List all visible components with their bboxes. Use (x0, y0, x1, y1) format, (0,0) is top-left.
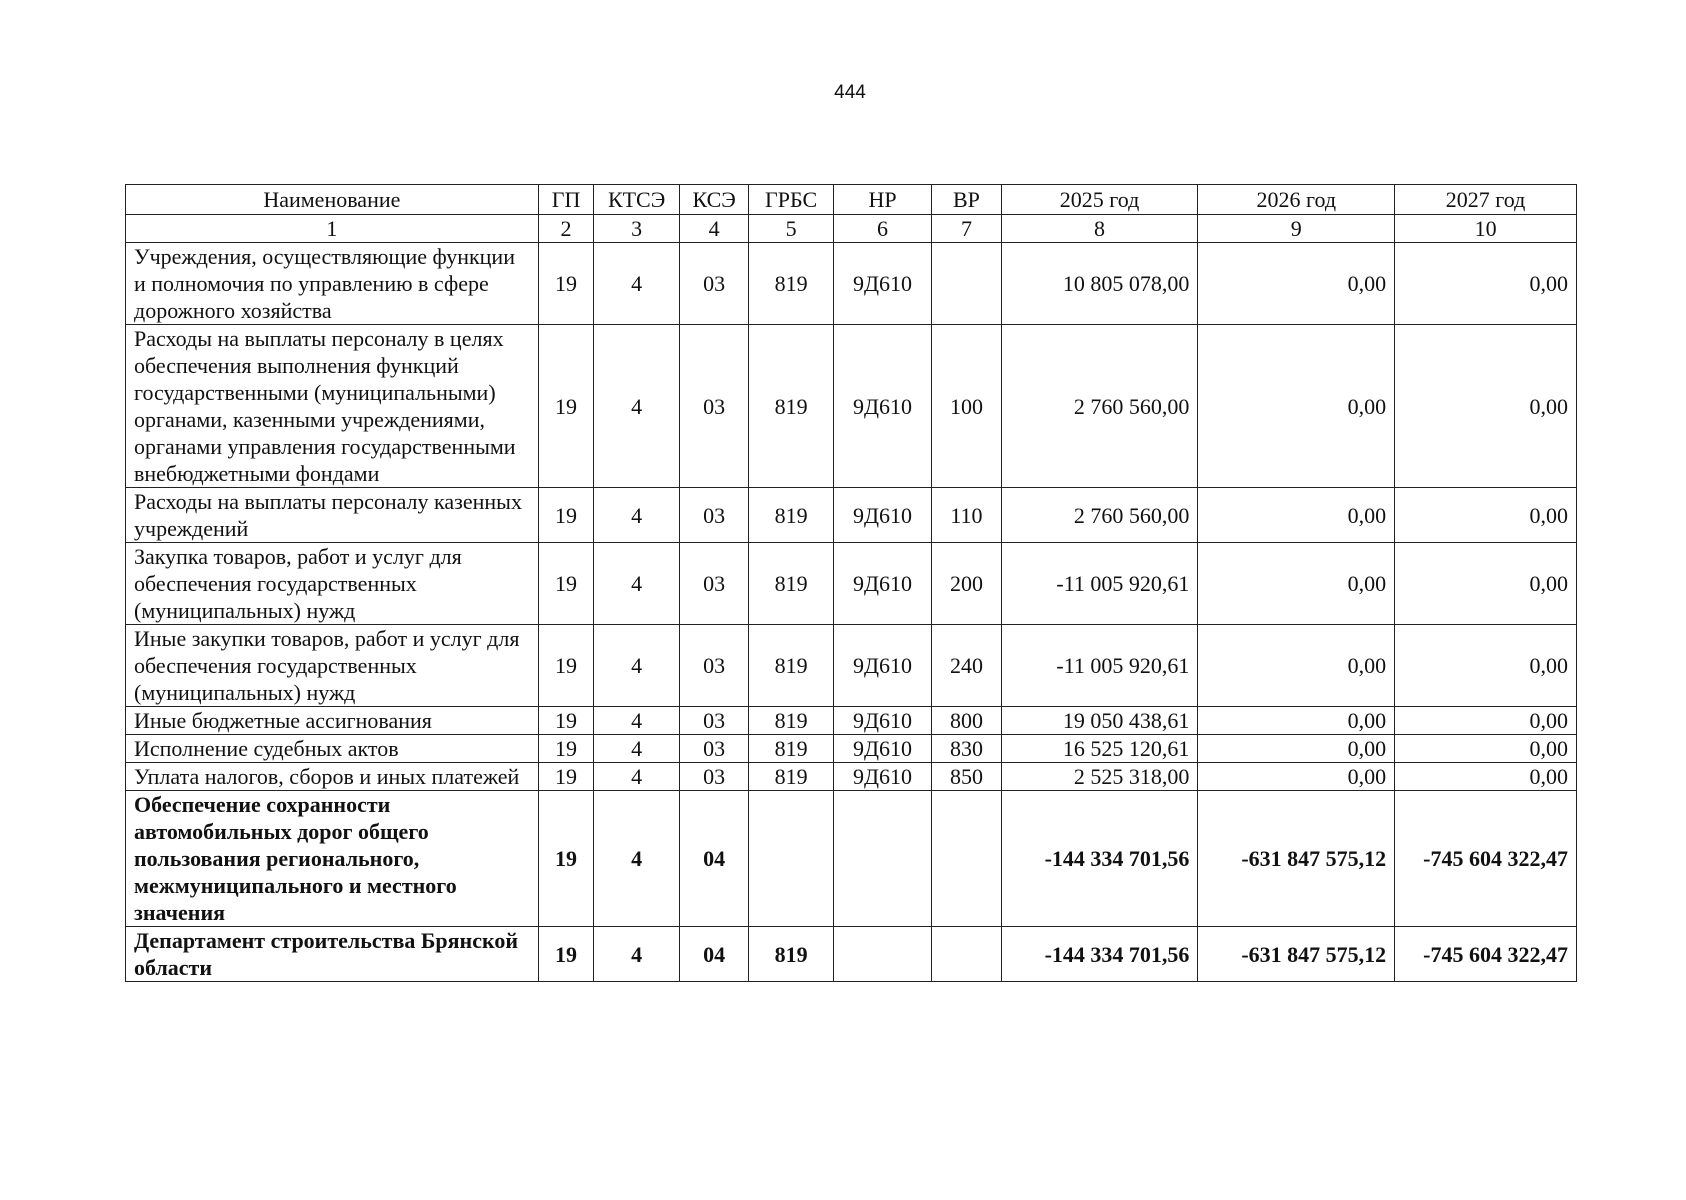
column-header-nr: НР (833, 185, 931, 215)
cell-ktse: 4 (594, 625, 680, 707)
column-header-2025: 2025 год (1001, 185, 1198, 215)
cell-2025: -144 334 701,56 (1001, 791, 1198, 927)
cell-vr: 110 (932, 488, 1002, 543)
cell-2027: 0,00 (1395, 325, 1577, 488)
table-row (126, 763, 1577, 791)
column-number: 9 (1198, 215, 1395, 243)
table-row (126, 325, 1577, 488)
cell-nr: 9Д610 (833, 707, 931, 735)
header-row (126, 185, 1577, 215)
cell-ktse: 4 (594, 243, 680, 325)
cell-nr: 9Д610 (833, 543, 931, 625)
column-number: 8 (1001, 215, 1198, 243)
budget-table (125, 184, 1577, 982)
cell-2025: 19 050 438,61 (1001, 707, 1198, 735)
cell-kse: 03 (679, 488, 749, 543)
cell-vr (932, 927, 1002, 982)
cell-2025: -11 005 920,61 (1001, 625, 1198, 707)
cell-2027: 0,00 (1395, 707, 1577, 735)
column-number: 3 (594, 215, 680, 243)
row-name: Департамент строительства Брянской области (126, 927, 539, 982)
column-number: 6 (833, 215, 931, 243)
cell-gp: 19 (538, 243, 594, 325)
cell-vr: 850 (932, 763, 1002, 791)
cell-ktse: 4 (594, 707, 680, 735)
column-number: 4 (679, 215, 749, 243)
cell-2027: 0,00 (1395, 735, 1577, 763)
cell-grbs: 819 (749, 735, 833, 763)
cell-2025: -11 005 920,61 (1001, 543, 1198, 625)
row-name: Исполнение судебных актов (126, 735, 539, 763)
cell-2027: -745 604 322,47 (1395, 791, 1577, 927)
cell-ktse: 4 (594, 791, 680, 927)
cell-kse: 03 (679, 735, 749, 763)
cell-nr: 9Д610 (833, 488, 931, 543)
cell-nr: 9Д610 (833, 625, 931, 707)
table-row (126, 735, 1577, 763)
cell-vr: 800 (932, 707, 1002, 735)
cell-2025: 10 805 078,00 (1001, 243, 1198, 325)
cell-2026: 0,00 (1198, 488, 1395, 543)
cell-2026: 0,00 (1198, 625, 1395, 707)
cell-grbs (749, 791, 833, 927)
cell-gp: 19 (538, 543, 594, 625)
cell-gp: 19 (538, 791, 594, 927)
table-row (126, 488, 1577, 543)
cell-grbs: 819 (749, 707, 833, 735)
cell-ktse: 4 (594, 735, 680, 763)
cell-vr: 200 (932, 543, 1002, 625)
cell-grbs: 819 (749, 488, 833, 543)
cell-gp: 19 (538, 927, 594, 982)
row-name: Учреждения, осуществляющие функции и полномочия по управлению в сфере дорожного хозяйства (126, 243, 539, 325)
row-name: Расходы на выплаты персоналу казенных учреждений (126, 488, 539, 543)
cell-nr (833, 927, 931, 982)
cell-nr (833, 791, 931, 927)
column-number: 5 (749, 215, 833, 243)
row-name: Расходы на выплаты персоналу в целях обеспечения выполнения функций государственными (муниципальными) органами, казенными учреждениями, органами управления государственными внебюджетными фондами (126, 325, 539, 488)
cell-kse: 03 (679, 763, 749, 791)
column-number: 1 (126, 215, 539, 243)
cell-2026: 0,00 (1198, 707, 1395, 735)
cell-2026: 0,00 (1198, 325, 1395, 488)
cell-2025: 2 525 318,00 (1001, 763, 1198, 791)
column-header-2027: 2027 год (1395, 185, 1577, 215)
cell-2027: 0,00 (1395, 243, 1577, 325)
cell-kse: 04 (679, 791, 749, 927)
cell-grbs: 819 (749, 243, 833, 325)
cell-gp: 19 (538, 735, 594, 763)
page-number: 444 (834, 82, 866, 103)
cell-vr (932, 791, 1002, 927)
column-header-vr: ВР (932, 185, 1002, 215)
row-name: Иные бюджетные ассигнования (126, 707, 539, 735)
cell-2025: -144 334 701,56 (1001, 927, 1198, 982)
column-header-gp: ГП (538, 185, 594, 215)
cell-2027: -745 604 322,47 (1395, 927, 1577, 982)
cell-gp: 19 (538, 763, 594, 791)
cell-ktse: 4 (594, 325, 680, 488)
cell-kse: 03 (679, 625, 749, 707)
column-header-grbs: ГРБС (749, 185, 833, 215)
cell-grbs: 819 (749, 763, 833, 791)
row-name: Обеспечение сохранности автомобильных дорог общего пользования регионального, межмуниципального и местного значения (126, 791, 539, 927)
column-header-2026: 2026 год (1198, 185, 1395, 215)
cell-2026: 0,00 (1198, 543, 1395, 625)
cell-2027: 0,00 (1395, 763, 1577, 791)
cell-2026: -631 847 575,12 (1198, 791, 1395, 927)
column-number: 10 (1395, 215, 1577, 243)
table-row (126, 543, 1577, 625)
cell-ktse: 4 (594, 927, 680, 982)
cell-kse: 03 (679, 543, 749, 625)
cell-nr: 9Д610 (833, 763, 931, 791)
cell-grbs: 819 (749, 543, 833, 625)
cell-gp: 19 (538, 707, 594, 735)
table-row (126, 927, 1577, 982)
cell-grbs: 819 (749, 325, 833, 488)
cell-grbs: 819 (749, 927, 833, 982)
column-header-ktse: КТСЭ (594, 185, 680, 215)
column-number: 7 (932, 215, 1002, 243)
column-header-name: Наименование (126, 185, 539, 215)
cell-2025: 2 760 560,00 (1001, 488, 1198, 543)
cell-2027: 0,00 (1395, 543, 1577, 625)
row-name: Иные закупки товаров, работ и услуг для обеспечения государственных (муниципальных) нужд (126, 625, 539, 707)
cell-nr: 9Д610 (833, 243, 931, 325)
table-row (126, 707, 1577, 735)
cell-2027: 0,00 (1395, 625, 1577, 707)
cell-kse: 03 (679, 325, 749, 488)
cell-2026: 0,00 (1198, 243, 1395, 325)
cell-2025: 2 760 560,00 (1001, 325, 1198, 488)
cell-nr: 9Д610 (833, 325, 931, 488)
cell-nr: 9Д610 (833, 735, 931, 763)
cell-2025: 16 525 120,61 (1001, 735, 1198, 763)
cell-2026: -631 847 575,12 (1198, 927, 1395, 982)
cell-gp: 19 (538, 325, 594, 488)
column-number-row (126, 215, 1577, 243)
table-row (126, 243, 1577, 325)
cell-vr: 100 (932, 325, 1002, 488)
cell-ktse: 4 (594, 488, 680, 543)
cell-vr (932, 243, 1002, 325)
cell-grbs: 819 (749, 625, 833, 707)
cell-ktse: 4 (594, 543, 680, 625)
cell-gp: 19 (538, 625, 594, 707)
cell-ktse: 4 (594, 763, 680, 791)
cell-vr: 830 (932, 735, 1002, 763)
table-row (126, 791, 1577, 927)
table-row (126, 625, 1577, 707)
row-name: Закупка товаров, работ и услуг для обеспечения государственных (муниципальных) нужд (126, 543, 539, 625)
cell-kse: 03 (679, 707, 749, 735)
cell-gp: 19 (538, 488, 594, 543)
column-number: 2 (538, 215, 594, 243)
cell-vr: 240 (932, 625, 1002, 707)
cell-kse: 03 (679, 243, 749, 325)
cell-kse: 04 (679, 927, 749, 982)
column-header-kse: КСЭ (679, 185, 749, 215)
cell-2026: 0,00 (1198, 735, 1395, 763)
cell-2026: 0,00 (1198, 763, 1395, 791)
row-name: Уплата налогов, сборов и иных платежей (126, 763, 539, 791)
cell-2027: 0,00 (1395, 488, 1577, 543)
